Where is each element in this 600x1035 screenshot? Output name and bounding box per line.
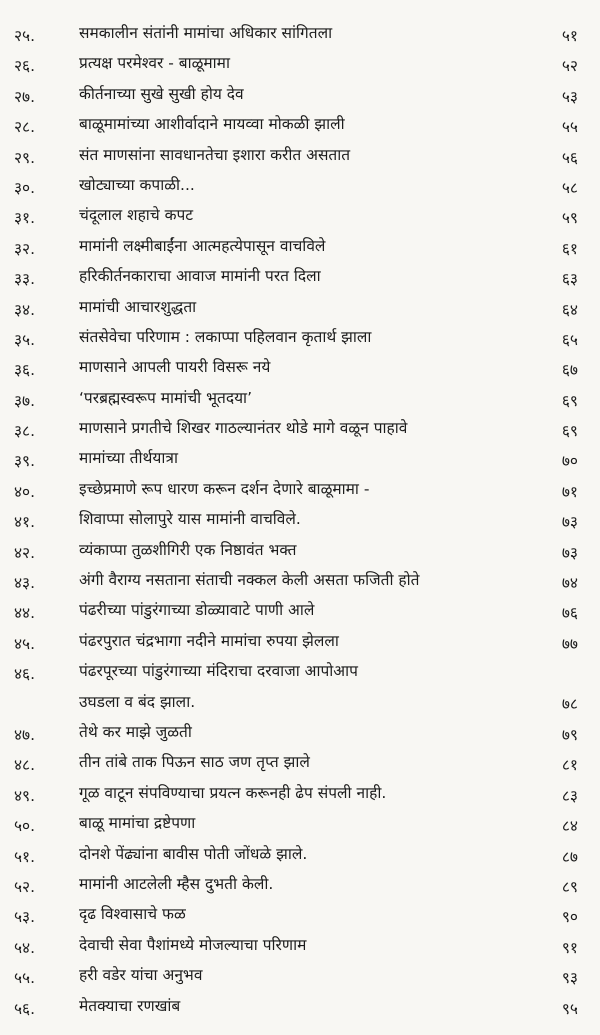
entry-title: देवाची सेवा पैशांमध्ये मोजल्याचा परिणाम [79, 935, 307, 954]
entry-number: ३९. [14, 452, 36, 471]
entry-number: ३८. [14, 422, 36, 441]
entry-number: ४१. [14, 513, 36, 532]
entry-number: ५४. [14, 938, 36, 957]
toc-entry-56 [0, 995, 600, 1025]
entry-number: ४६. [14, 665, 36, 684]
entry-number: ३४. [14, 300, 36, 319]
entry-number: ४२. [14, 543, 36, 562]
entry-title: दोनशे पेंढ्यांना बावीस पोती जोंधळे झाले. [79, 844, 308, 863]
entry-title: मेतक्याचा रणखांब [79, 996, 181, 1015]
entry-number: ४४. [14, 604, 36, 623]
entry-page: ७८ [561, 695, 578, 714]
entry-title: तेथे कर माझे जुळती [79, 723, 192, 741]
entry-page: ६३ [561, 270, 578, 289]
entry-number: २५. [14, 27, 36, 45]
entry-number: ५३. [14, 908, 36, 927]
entry-page: ७३ [561, 513, 578, 532]
entry-page: ६९ [561, 422, 578, 441]
entry-title: संत माणसांना सावधानतेचा इशारा करीत असतात [79, 145, 351, 164]
entry-page: ९१ [561, 938, 578, 957]
entry-number: ३५. [14, 330, 36, 349]
entry-number: ३७. [14, 391, 36, 410]
entry-page: ६७ [561, 361, 578, 380]
entry-page: ८१ [561, 756, 578, 775]
entry-number: ४०. [14, 482, 36, 501]
entry-page: ५६ [561, 148, 578, 167]
entry-title: खोट्याच्या कपाळी... [79, 175, 195, 194]
entry-title: कीर्तनाच्या सुखे सुखी होय देव [79, 84, 244, 103]
entry-number: ३१. [14, 209, 36, 228]
table-of-contents [0, 22, 600, 1025]
entry-number: २८. [14, 118, 36, 137]
entry-number: ३०. [14, 178, 36, 197]
entry-page: ७६ [561, 604, 578, 623]
entry-title: इच्छेप्रमाणे रूप धारण करून दर्शन देणारे बाळूमामा - [79, 479, 370, 498]
entry-title: ‘परब्रह्मस्वरूप मामांची भूतदया’ [79, 388, 253, 407]
entry-page: ७१ [561, 482, 578, 501]
entry-title: मामांनी लक्ष्मीबाईंना आत्महत्येपासून वाचविले [79, 236, 326, 255]
toc-entry-46 [0, 660, 600, 721]
entry-number: ५२. [14, 877, 36, 896]
entry-number: २९. [14, 148, 36, 167]
entry-page: ९० [561, 908, 578, 927]
entry-title [79, 656, 549, 717]
entry-page: ६४ [561, 300, 578, 319]
entry-page: ७७ [561, 634, 578, 653]
entry-page: ८३ [561, 786, 578, 805]
entry-title: व्यंकाप्पा तुळशीगिरी एक निष्ठावंत भक्त [79, 540, 297, 559]
entry-number: ४३. [14, 574, 36, 593]
entry-number: ४९. [14, 786, 36, 805]
entry-title: तीन तांबे ताक पिऊन साठ जण तृप्त झाले [79, 753, 310, 772]
entry-page: ८७ [561, 847, 578, 866]
entry-number: ४८. [14, 756, 36, 775]
entry-page: ५५ [561, 118, 578, 137]
entry-number: ४५. [14, 634, 36, 653]
entry-title: संतसेवेचा परिणाम : लकाप्पा पहिलवान कृतार्थ झाला [79, 327, 372, 346]
entry-title: पंढरपुरात चंद्रभागा नदीने मामांचा रुपया झेलला [79, 631, 339, 650]
entry-number: ४७. [14, 726, 36, 744]
entry-page: ९५ [561, 999, 578, 1018]
entry-page: ५८ [561, 178, 578, 197]
entry-number: २६. [14, 57, 36, 76]
entry-title: दृढ विश्वासाचे फळ [79, 905, 186, 924]
entry-title: मामांच्या तीर्थयात्रा [79, 449, 178, 468]
entry-title-line-2: उघडला व बंद झाला. [79, 692, 196, 711]
entry-number: ३३. [14, 270, 36, 289]
entry-title: माणसाने आपली पायरी विसरू नये [79, 358, 271, 377]
entry-title: मामांची आचारशुद्धता [79, 297, 197, 316]
entry-title: हरी वडेर यांचा अनुभव [79, 966, 203, 985]
entry-title-line-1: पंढरपूरच्या पांडुरंगाच्या मंदिराचा दरवाजा आपोआप [79, 662, 358, 681]
entry-number: ३२. [14, 239, 36, 258]
entry-title: बाळूमामांच्या आशीर्वादाने मायव्वा मोकळी झाली [79, 115, 345, 134]
entry-page: ६५ [561, 330, 578, 349]
entry-page: ७९ [561, 726, 578, 744]
entry-page: ५१ [561, 27, 578, 45]
entry-page: ५९ [561, 209, 578, 228]
entry-title: शिवाप्पा सोलापुरे यास मामांनी वाचविले. [79, 510, 301, 529]
entry-page: ९३ [561, 969, 578, 988]
entry-title: समकालीन संतांनी मामांचा अधिकार सांगितला [79, 24, 333, 42]
entry-title: अंगी वैराग्य नसताना संताची नक्कल केली असता फजिती होते [79, 571, 420, 590]
entry-title: गूळ वाटून संपविण्याचा प्रयत्न करूनही ढेप संपली नाही. [79, 783, 387, 802]
entry-title: माणसाने प्रगतीचे शिखर गाठल्यानंतर थोडे मागे वळून पाहावे [79, 419, 408, 438]
entry-title: चंदूलाल शहाचे कपट [79, 206, 194, 225]
entry-number: ३६. [14, 361, 36, 380]
entry-title: बाळू मामांचा द्रष्टेपणा [79, 814, 196, 833]
entry-page: ५२ [561, 57, 578, 76]
entry-title: प्रत्यक्ष परमेश्वर - बाळूमामा [79, 54, 230, 73]
entry-page: ६१ [561, 239, 578, 258]
entry-page: ६९ [561, 391, 578, 410]
entry-page: ५३ [561, 87, 578, 106]
entry-title: हरिकीर्तनकाराचा आवाज मामांनी परत दिला [79, 267, 321, 286]
entry-number: ५१. [14, 847, 36, 866]
entry-number: ५६. [14, 999, 36, 1018]
entry-page: ७३ [561, 543, 578, 562]
entry-number: २७. [14, 87, 36, 106]
entry-number: ५५. [14, 969, 36, 988]
entry-page: ८९ [561, 877, 578, 896]
entry-title: पंढरीच्या पांडुरंगाच्या डोळ्यावाटे पाणी आले [79, 601, 315, 620]
entry-number: ५०. [14, 817, 36, 836]
entry-page: ७० [561, 452, 578, 471]
entry-title: मामांनी आटलेली म्हैस दुभती केली. [79, 874, 274, 893]
entry-page: ७४ [561, 574, 578, 593]
entry-page: ८४ [561, 817, 578, 836]
